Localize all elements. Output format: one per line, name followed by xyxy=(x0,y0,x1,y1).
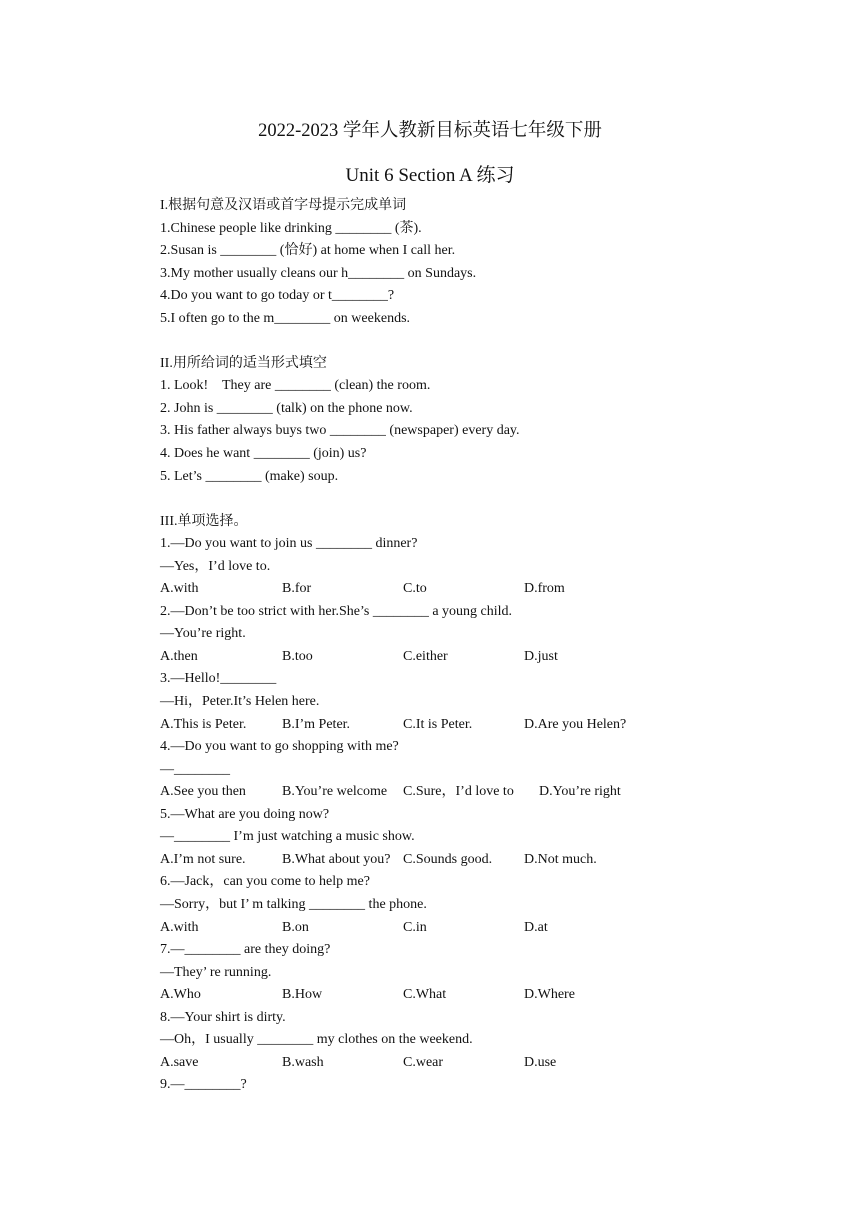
option-b: B.What about you? xyxy=(282,851,391,867)
section-heading: I.根据句意及汉语或首字母提示完成单词 xyxy=(160,198,407,213)
answer-text: —You’re right. xyxy=(160,626,246,642)
options-row xyxy=(160,646,800,669)
document-subtitle: Unit 6 Section A 练习 xyxy=(345,165,515,186)
exercise-item: 1. Look! They are ________ (clean) the room. xyxy=(160,378,431,394)
answer-text: —Yes，I’d love to. xyxy=(160,558,271,574)
answer-text: —________ xyxy=(160,761,230,777)
answer-text: —They’ re running. xyxy=(160,964,272,980)
question-text: 3.—Hello!________ xyxy=(160,671,277,687)
exercise-item: 4.Do you want to go today or t________? xyxy=(160,288,395,304)
option-a: A.save xyxy=(160,1054,199,1070)
option-a: A.See you then xyxy=(160,784,246,800)
exercise-item: 2.Susan is ________ (恰好) at home when I call her. xyxy=(160,243,456,259)
option-d: D.from xyxy=(524,581,565,597)
option-b: B.wash xyxy=(282,1054,324,1070)
exercise-item: 4. Does he want ________ (join) us? xyxy=(160,446,367,462)
spacer xyxy=(160,488,800,511)
answer-text: —Oh，I usually ________ my clothes on the weekend. xyxy=(160,1032,473,1048)
question-text: 2.—Don’t be too strict with her.She’s ________ a young child. xyxy=(160,603,513,619)
question-text: 7.—________ are they doing? xyxy=(160,942,331,958)
option-b: B.on xyxy=(282,919,309,935)
options-row xyxy=(160,781,800,804)
option-d: D.Where xyxy=(524,987,575,1003)
option-a: A.with xyxy=(160,581,199,597)
worksheet-body xyxy=(160,195,800,1097)
document-title: 2022-2023 学年人教新目标英语七年级下册 xyxy=(258,121,602,141)
option-b: B.too xyxy=(282,648,313,664)
option-b: B.I’m Peter. xyxy=(282,716,351,732)
exercise-item: 5. Let’s ________ (make) soup. xyxy=(160,468,339,484)
option-c: C.It is Peter. xyxy=(403,716,473,732)
options-row xyxy=(160,714,800,737)
option-c: C.What xyxy=(403,987,447,1003)
option-a: A.with xyxy=(160,919,199,935)
exercise-item: 1.Chinese people like drinking ________ (茶). xyxy=(160,220,422,236)
exercise-item: 5.I often go to the m________ on weekends. xyxy=(160,310,411,326)
option-a: A.Who xyxy=(160,987,201,1003)
option-d: D.just xyxy=(524,648,558,664)
exercise-item: 2. John is ________ (talk) on the phone now. xyxy=(160,400,413,416)
option-b: B.for xyxy=(282,581,312,597)
option-b: B.You’re welcome xyxy=(282,784,388,800)
spacer xyxy=(160,330,800,353)
option-b: B.How xyxy=(282,987,323,1003)
option-d: D.Not much. xyxy=(524,851,597,867)
option-c: C.Sure，I’d love to xyxy=(403,784,514,800)
option-d: D.You’re right xyxy=(539,784,621,800)
question-text: 8.—Your shirt is dirty. xyxy=(160,1009,286,1025)
option-a: A.then xyxy=(160,648,198,664)
option-a: A.I’m not sure. xyxy=(160,851,246,867)
question-text: 9.—________? xyxy=(160,1077,247,1093)
options-row xyxy=(160,578,800,601)
section-heading: II.用所给词的适当形式填空 xyxy=(160,355,327,371)
option-c: C.to xyxy=(403,581,427,597)
question-text: 6.—Jack，can you come to help me? xyxy=(160,874,370,890)
answer-text: —________ I’m just watching a music show. xyxy=(160,829,415,845)
exercise-item: 3.My mother usually cleans our h________ on Sundays. xyxy=(160,265,477,281)
question-text: 4.—Do you want to go shopping with me? xyxy=(160,739,399,755)
option-a: A.This is Peter. xyxy=(160,716,247,732)
option-d: D.at xyxy=(524,919,548,935)
option-c: C.wear xyxy=(403,1054,444,1070)
exercise-item: 3. His father always buys two ________ (newspaper) every day. xyxy=(160,423,520,439)
option-c: C.either xyxy=(403,648,448,664)
options-row xyxy=(160,1052,800,1075)
options-row xyxy=(160,849,800,872)
option-d: D.use xyxy=(524,1054,557,1070)
option-c: C.in xyxy=(403,919,427,935)
option-d: D.Are you Helen? xyxy=(524,716,627,732)
section-heading: III.单项选择。 xyxy=(160,513,248,529)
options-row xyxy=(160,984,800,1007)
question-text: 5.—What are you doing now? xyxy=(160,806,330,822)
options-row xyxy=(160,917,800,940)
answer-text: —Hi，Peter.It’s Helen here. xyxy=(160,694,320,710)
option-c: C.Sounds good. xyxy=(403,851,493,867)
question-text: 1.—Do you want to join us ________ dinner? xyxy=(160,536,418,552)
answer-text: —Sorry，but I’ m talking ________ the phone. xyxy=(160,896,427,912)
